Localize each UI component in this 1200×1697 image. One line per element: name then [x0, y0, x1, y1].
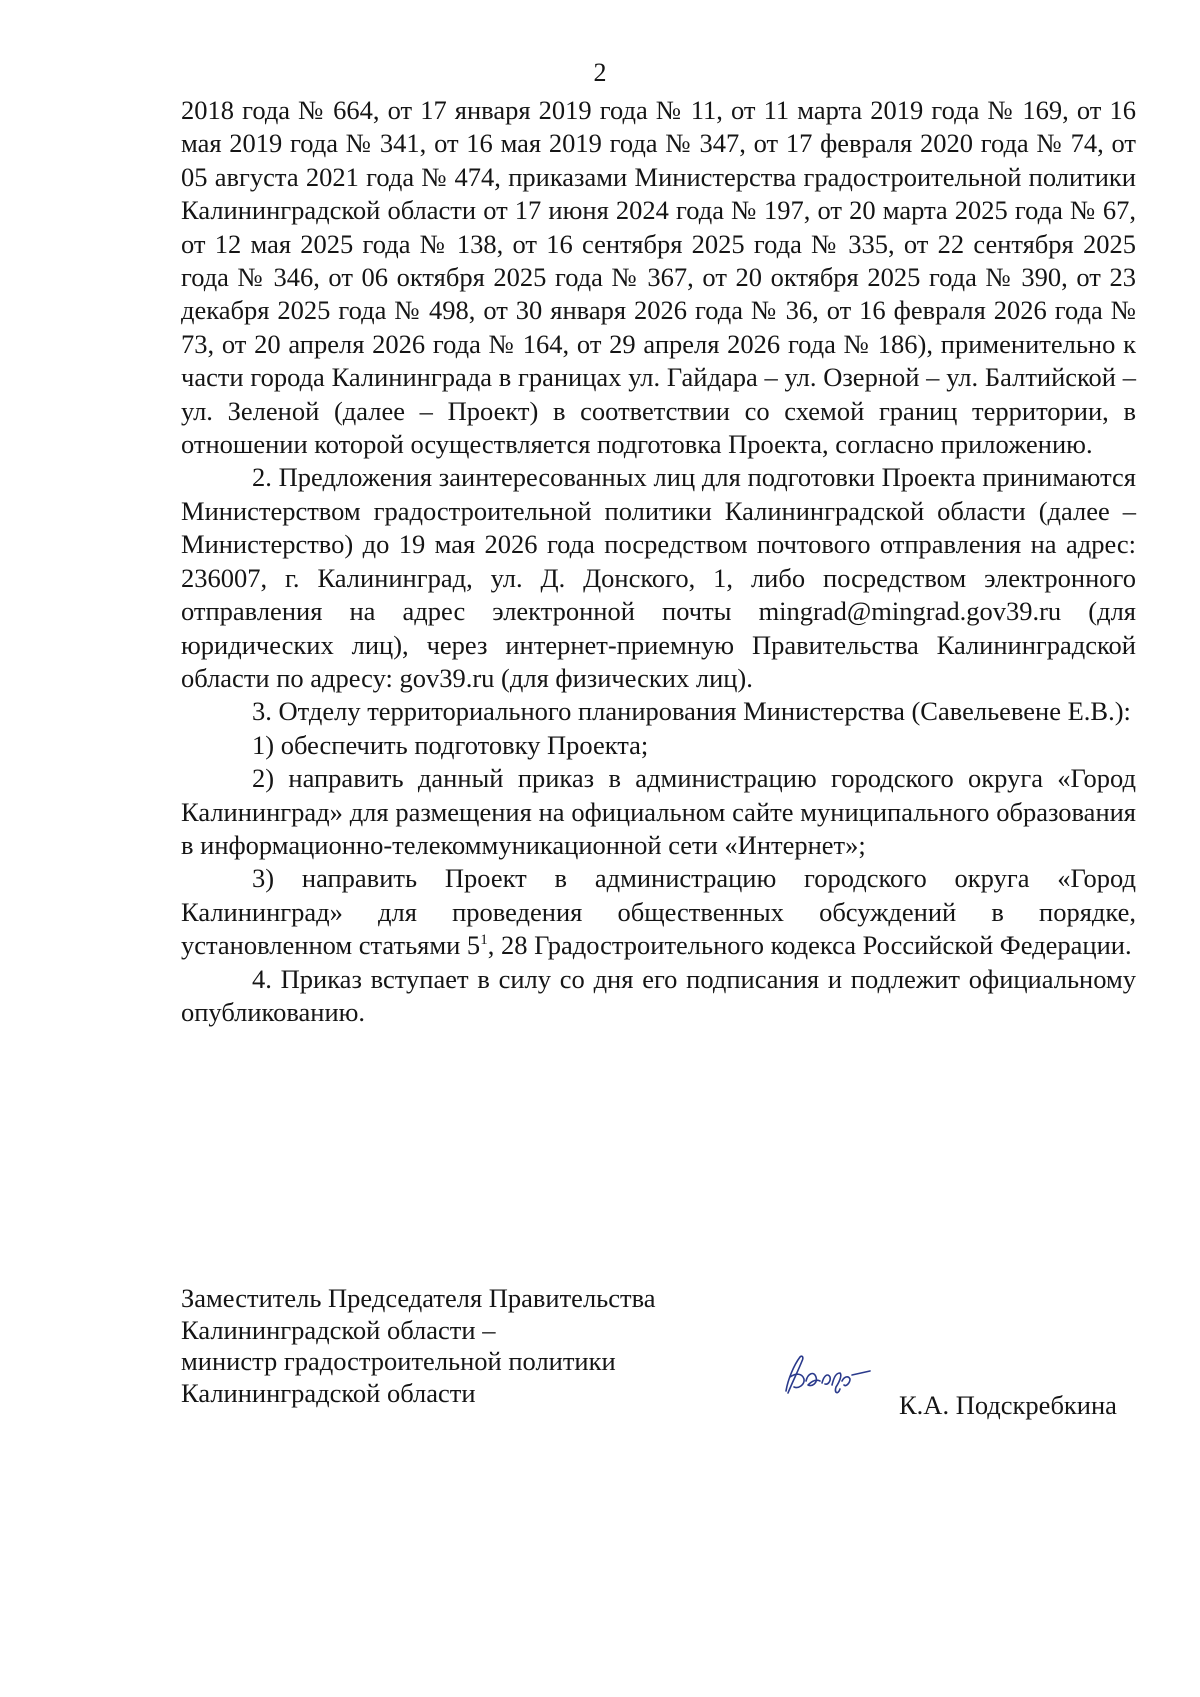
item-3-text-after: , 28 Градостроительного кодекса Российской Федерации.: [487, 930, 1132, 961]
signatory-title-line: министр градостроительной политики: [181, 1346, 616, 1376]
page-number: 2: [593, 58, 607, 87]
paragraph-2-proposals: 2. Предложения заинтересованных лиц для подготовки Проекта принимаются Министерством градостроительной политики Калининградской области (далее – Министерство) до 19 мая 2026 года посредством почтового отправления на адрес: 236007, г. Калининград, ул. Д. Донского, 1, либо посредством электронного отправления на адрес электронной почты mingrad@mingrad.gov39.ru (для юридических лиц), через интернет-приемную Правительства Калининградской области по адресу: gov39.ru (для физических лиц).: [181, 462, 1136, 693]
paragraph-3-item-2: 2) направить данный приказ в администрацию городского округа «Город Калининград» для размещения на официальном сайте муниципального образования в информационно-телекоммуникационной сети «Интернет»;: [181, 763, 1136, 860]
article-superscript: 1: [480, 932, 488, 949]
signer-name: К.А. Подскребкина: [899, 1390, 1117, 1420]
signatory-title-line: Калининградской области –: [181, 1314, 496, 1345]
order-body: [181, 94, 1136, 1029]
handwritten-signature-icon: [778, 1351, 873, 1399]
paragraph-4-effect: 4. Приказ вступает в силу со дня его подписания и подлежит официальному опубликованию.: [181, 963, 1136, 1027]
paragraph-3-department: 3. Отделу территориального планирования Министерства (Савельевене Е.В.):: [252, 696, 1131, 727]
signatory-title-line: Заместитель Председателя Правительства: [181, 1283, 656, 1313]
paragraph-3-item-1: 1) обеспечить подготовку Проекта;: [252, 729, 649, 760]
item-3-text-before: 3) направить Проект в администрацию городского округа «Город Калининград» для проведения общественных обсуждений в порядке, установленном статьями 5: [181, 863, 1136, 961]
paragraph-1-continuation: 2018 года № 664, от 17 января 2019 года № 11, от 11 марта 2019 года № 169, от 16 мая 2019 года № 341, от 16 мая 2019 года № 347, от 17 февраля 2020 года № 74, от 05 августа 2021 года № 474, приказами Министерства градостроительной политики Калининградской области от 17 июня 2024 года № 197, от 20 марта 2025 года № 67, от 12 мая 2025 года № 138, от 16 сентября 2025 года № 335, от 22 сентября 2025 года № 346, от 06 октября 2025 года № 367, от 20 октября 2025 года № 390, от 23 декабря 2025 года № 498, от 30 января 2026 года № 36, от 16 февраля 2026 года № 73, от 20 апреля 2026 года № 164, от 29 апреля 2026 года № 186), применительно к части города Калининграда в границах ул. Гайдара – ул. Озерной – ул. Балтийской – ул. Зеленой (далее – Проект) в соответствии со схемой границ территории, в отношении которой осуществляется подготовка Проекта, согласно приложению.: [181, 95, 1136, 460]
paragraph-3-item-3: [181, 862, 1136, 962]
signatory-title-line: Калининградской области: [181, 1377, 476, 1408]
signatory-title: [181, 1283, 741, 1409]
